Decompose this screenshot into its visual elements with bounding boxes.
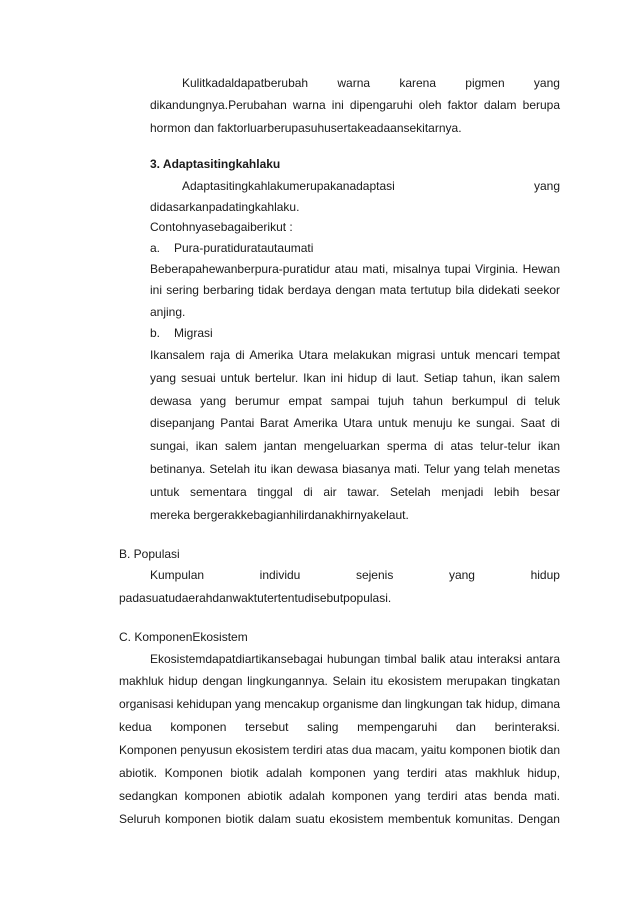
word: hidup	[530, 568, 560, 582]
list-label: a.	[150, 241, 161, 255]
paragraph-line: abiotik. Komponen biotik adalah komponen yang terdiri atas makhluk hidup,	[119, 766, 561, 780]
list-title: Pura-puratiduratautaumati	[174, 241, 314, 255]
paragraph-line: Komponen penyusun ekosistem terdiri atas dua macam, yaitu komponen biotik dan	[119, 743, 561, 757]
list-label: b.	[150, 326, 161, 340]
paragraph-line: ini sering berbaring tidak berdaya dengan mata tertutup bila didekati seekor	[150, 283, 561, 297]
paragraph-line: dikandungnya.Perubahan warna ini dipengaruhi oleh faktor dalam berupa	[150, 98, 561, 112]
paragraph-line: sungai, ikan salem jantan mengeluarkan sperma di atas telur-telur ikan	[150, 439, 561, 453]
list-title: Migrasi	[174, 326, 213, 340]
section-heading: 3. Adaptasitingkahlaku	[150, 157, 281, 171]
word: yang	[533, 179, 560, 193]
word: pigmen	[465, 76, 505, 90]
paragraph-line: hormon dan faktorluarberupasuhusertakeadaansekitarnya.	[150, 121, 462, 135]
word: dan	[455, 720, 476, 734]
paragraph-line: Seluruh komponen biotik dalam suatu ekosistem membentuk komunitas. Dengan	[119, 812, 560, 826]
paragraph-line: padasuatudaerahdanwaktutertentudisebutpopulasi.	[119, 591, 392, 605]
word: kedua	[119, 720, 152, 734]
word: sejenis	[355, 568, 394, 582]
paragraph-line	[119, 720, 560, 734]
word: warna	[337, 76, 371, 90]
paragraph-line: untuk sementara tinggal di air tawar. Setelah menjadi lebih besar	[150, 485, 560, 499]
word: saling	[307, 720, 339, 734]
paragraph-line: anjing.	[150, 305, 186, 319]
paragraph-line: organisasi kehidupan yang mencakup organisme dan lingkungan tak hidup, dimana	[119, 697, 561, 711]
word: tersebut	[245, 720, 289, 734]
paragraph-line	[182, 76, 560, 90]
word: komponen	[170, 720, 227, 734]
paragraph-line	[182, 179, 560, 193]
paragraph-line: mereka bergerakkebagianhilirdanakhirnyakelaut.	[150, 508, 409, 522]
paragraph-line: Beberapahewanberpura-puratidur atau mati, misalnya tupai Virginia. Hewan	[150, 262, 561, 276]
paragraph-line: didasarkanpadatingkahlaku.	[150, 200, 300, 214]
word: Kulitkadaldapatberubah	[182, 76, 309, 90]
word: Adaptasitingkahlakumerupakanadaptasi	[182, 179, 395, 193]
paragraph-line: yang sesuai untuk bertelur. Ikan ini hidup di laut. Setiap tahun, ikan salem	[150, 371, 560, 385]
word: berinteraksi.	[494, 720, 560, 734]
word: yang	[448, 568, 475, 582]
paragraph-line: betinanya. Setelah itu ikan dewasa biasanya mati. Telur yang telah menetas	[150, 462, 560, 476]
word: individu	[259, 568, 301, 582]
word: yang	[533, 76, 560, 90]
word: Kumpulan	[150, 568, 205, 582]
paragraph-line: dewasa yang berumur empat sampai tujuh tahun berkumpul di teluk	[150, 394, 561, 408]
paragraph-line: Ikansalem raja di Amerika Utara melakukan migrasi untuk mencari tempat	[150, 348, 560, 362]
word: karena	[399, 76, 437, 90]
section-heading: B. Populasi	[119, 547, 180, 561]
paragraph-line	[150, 568, 560, 582]
paragraph-line: sedangkan komponen abiotik adalah komponen yang terdiri atas benda mati.	[119, 789, 561, 803]
paragraph-line: makhluk hidup dengan lingkungannya. Selain itu ekosistem merupakan tingkatan	[119, 674, 560, 688]
paragraph-line: disepanjang Pantai Barat Amerika Utara untuk menuju ke sungai. Saat di	[150, 416, 560, 430]
section-heading: C. KomponenEkosistem	[119, 630, 248, 644]
paragraph-line: Contohnyasebagaiberikut :	[150, 220, 293, 234]
word: mempengaruhi	[357, 720, 438, 734]
paragraph-line: Ekosistemdapatdiartikansebagai hubungan timbal balik atau interaksi antara	[150, 652, 561, 666]
